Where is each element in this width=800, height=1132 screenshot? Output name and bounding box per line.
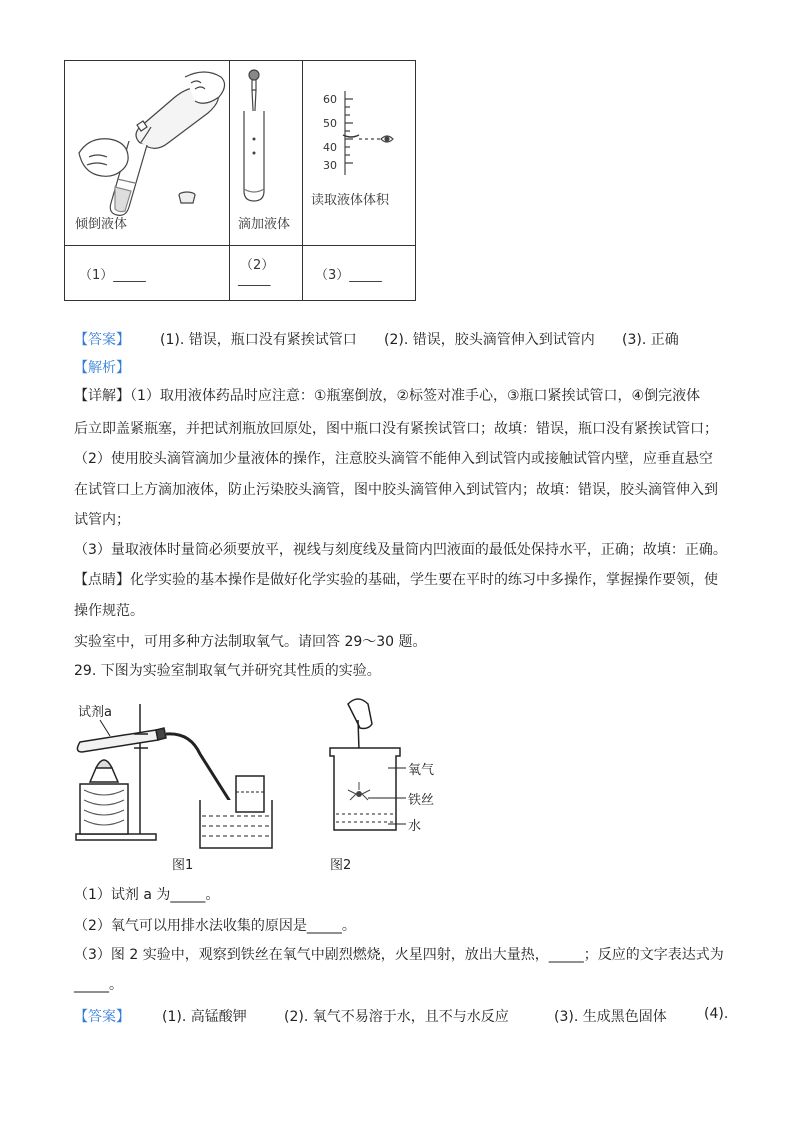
answer2-item-2: (2). 氧气不易溶于水，且不与水反应 bbox=[284, 1009, 509, 1025]
answer1-item-2: (2). 错误，胶头滴管伸入到试管内 bbox=[384, 332, 595, 348]
answer2-item-3: (3). 生成黑色固体 bbox=[554, 1009, 667, 1025]
caption-read: 读取液体体积 bbox=[311, 193, 390, 208]
question-29-stem: 29. 下图为实验室制取氧气并研究其性质的实验。 bbox=[74, 663, 381, 679]
tips-line-2: 操作规范。 bbox=[74, 603, 144, 619]
cell-blank-3 bbox=[303, 246, 416, 301]
caption-pour: 倾倒液体 bbox=[75, 217, 128, 232]
cell-drop-liquid bbox=[230, 61, 303, 246]
scale-50: 50 bbox=[323, 117, 337, 130]
answer1-item-3: (3). 正确 bbox=[622, 332, 679, 348]
answer2-item-1: (1). 高锰酸钾 bbox=[162, 1009, 247, 1025]
detail-line-3: （2）使用胶头滴管滴加少量液体的操作，注意胶头滴管不能伸入到试管内或接触试管内壁，应垂直悬空 bbox=[74, 451, 713, 467]
q29-sub-3-cont: _____。 bbox=[74, 977, 123, 993]
figure-1-apparatus bbox=[70, 696, 300, 876]
blank-2-line: _____ bbox=[238, 272, 271, 287]
answer1-item-1: (1). 错误，瓶口没有紧挨试管口 bbox=[160, 332, 357, 348]
q29-sub-2: （2）氧气可以用排水法收集的原因是_____。 bbox=[74, 918, 356, 934]
cell-blank-1 bbox=[65, 246, 230, 301]
blank-2: （2） bbox=[240, 258, 275, 273]
scale-60: 60 bbox=[323, 93, 337, 106]
label-water: 水 bbox=[408, 819, 422, 834]
label-oxygen: 氧气 bbox=[408, 763, 435, 778]
operations-table bbox=[64, 60, 416, 301]
label-iron-wire: 铁丝 bbox=[408, 793, 435, 808]
answer-tag: 【答案】 bbox=[74, 332, 130, 348]
intro-text: 实验室中，可用多种方法制取氧气。请回答 29～30 题。 bbox=[74, 634, 427, 650]
detail-line-6: （3）量取液体时量筒必须要放平，视线与刻度线及量筒内凹液面的最低处保持水平，正确；故填：正确。 bbox=[74, 542, 727, 558]
scale-30: 30 bbox=[323, 159, 337, 172]
detail-line-4: 在试管口上方滴加液体，防止污染胶头滴管，图中胶头滴管伸入到试管内；故填：错误，胶头滴管伸入到 bbox=[74, 482, 718, 498]
cell-blank-2 bbox=[230, 246, 303, 301]
figure-1-caption: 图1 bbox=[172, 858, 194, 873]
q29-sub-1: （1）试剂 a 为_____。 bbox=[74, 887, 220, 903]
scale-40: 40 bbox=[323, 141, 337, 154]
tips-tag: 【点睛】 bbox=[74, 572, 130, 588]
answer2-item-4: (4). bbox=[704, 1006, 729, 1022]
detail-line-5: 试管内； bbox=[74, 512, 130, 528]
tips-line-1: 【点睛】化学实验的基本操作是做好化学实验的基础，学生要在平时的练习中多操作，掌握操作要领，使 bbox=[74, 572, 718, 588]
cell-read-volume bbox=[303, 61, 416, 246]
analysis-tag: 【解析】 bbox=[74, 360, 130, 376]
detail-line-1: 【详解】（1）取用液体药品时应注意：①瓶塞倒放，②标签对准手心，③瓶口紧挨试管口，④倒完液体 bbox=[74, 388, 701, 404]
detail-line-2: 后立即盖紧瓶塞，并把试剂瓶放回原处，图中瓶口没有紧挨试管口；故填：错误，瓶口没有紧挨试管口； bbox=[74, 421, 718, 437]
blank-1: （1）_____ bbox=[79, 268, 146, 283]
blank-3: （3）_____ bbox=[315, 268, 382, 283]
answer2-tag: 【答案】 bbox=[74, 1009, 130, 1025]
caption-drop: 滴加液体 bbox=[238, 217, 291, 232]
detail-tag: 【详解】 bbox=[74, 388, 130, 404]
figure-2-iron-wire bbox=[318, 690, 438, 850]
figure-2-caption: 图2 bbox=[330, 858, 352, 873]
q29-sub-3: （3）图 2 实验中，观察到铁丝在氧气中剧烈燃烧，火星四射，放出大量热，_____；反应的文字表达式为 bbox=[74, 947, 724, 963]
cylinder-illustration bbox=[303, 61, 415, 241]
cell-pour-liquid bbox=[65, 61, 230, 246]
reagent-a-label: 试剂a bbox=[78, 705, 112, 720]
